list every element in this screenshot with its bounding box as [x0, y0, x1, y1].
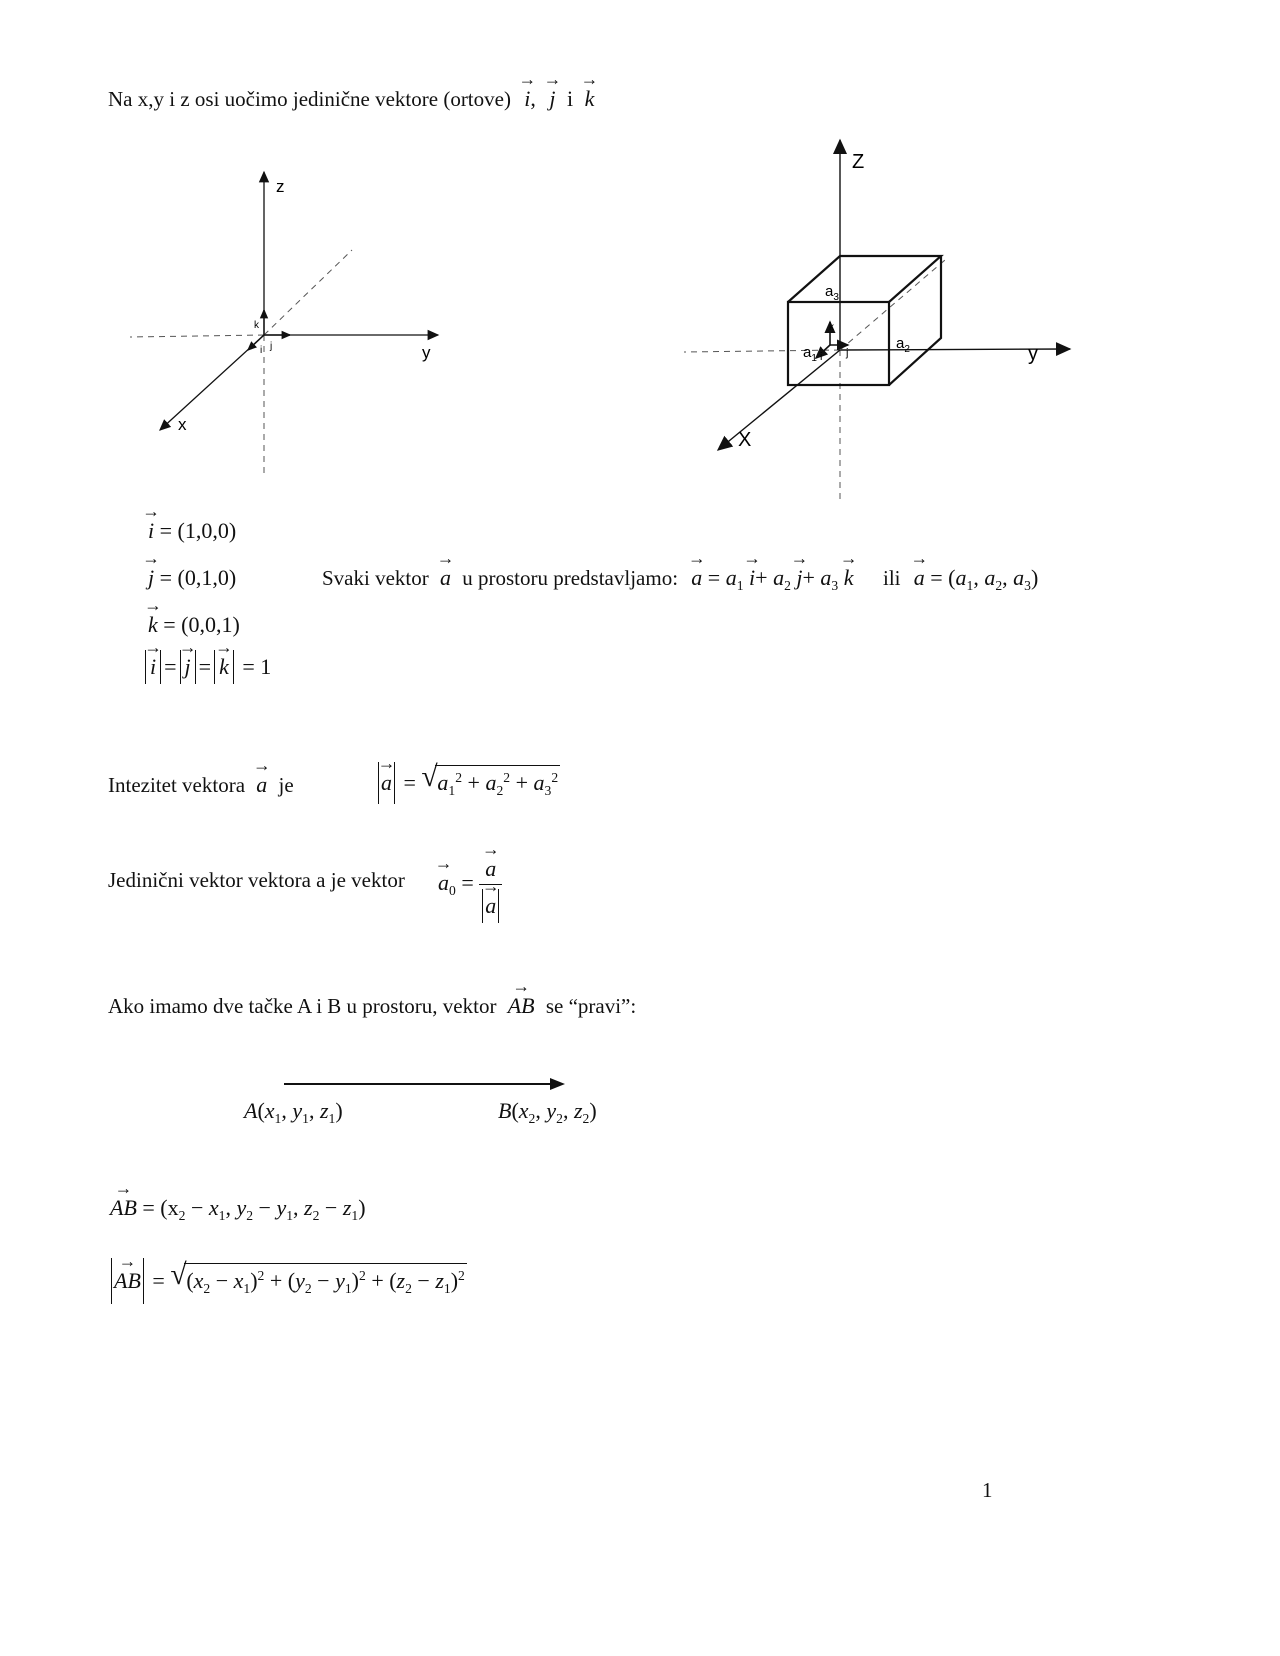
ab-vector: → AB [508, 993, 535, 1019]
k-value: = (0,0,1) [157, 612, 240, 637]
z-label: Z [852, 151, 865, 173]
j-coordinates: → j = (0,1,0) [148, 565, 236, 591]
x-axis-negative [840, 260, 945, 350]
intro-line [108, 86, 594, 112]
ab-norm-formula: → AB = √ $(x_2 - x_1)^2 + (y_2 - y_1)^2 + (z_2 - z_1)^2$ [108, 1258, 467, 1304]
intensity-text-b: je [278, 773, 294, 797]
a3-label: $a_3$ [825, 283, 839, 303]
point-a-letter: A [244, 1098, 258, 1123]
y-label: y [422, 343, 431, 362]
a0-symbol: → a [438, 870, 449, 896]
y-axis-negative [684, 350, 840, 352]
unit-vector-text: Jedinični vektor vektora a je vektor [108, 868, 405, 892]
conjunction: i [566, 86, 574, 111]
rectangular-box [788, 256, 941, 385]
y-label: y [1028, 343, 1038, 365]
ab-def-start: = (x [136, 1195, 179, 1220]
x-axis [718, 350, 840, 450]
two-points-line [108, 993, 636, 1019]
ab-definition: → AB = ($x_2 - x_1$, $y_2 - y_1$, $z_2 - z_1$) [110, 1195, 366, 1224]
a0-subscript: 0 [449, 882, 456, 898]
i-label: i [260, 345, 263, 356]
point-a: $A(x_1$, $y_1$, $z_1$) [244, 1098, 343, 1126]
j-label: j [270, 341, 273, 352]
intensity-line: Intezitet vektora → a je [108, 772, 294, 798]
ab-norm-vector: → AB [114, 1270, 141, 1292]
x-label: X [738, 429, 752, 451]
i-value: = (1,0,0) [154, 518, 237, 543]
unit-vector-line [108, 868, 405, 893]
vector-k: → k [585, 86, 595, 112]
representation-text-a: Svaki vektor [322, 566, 429, 590]
intro-text: Na x,y i z osi uočimo jedinične vektore (ortove) [108, 87, 511, 111]
intensity-text-a: Intezitet vektora [108, 773, 246, 797]
two-points-text-b: se “pravi”: [545, 994, 637, 1018]
point-b-letter: B [498, 1098, 512, 1123]
representation-text-b: u prostoru predstavljamo: [462, 566, 679, 590]
vector-j: → j [549, 86, 555, 112]
representation-line: Svaki vektor → a u prostoru predstavljamo: → $a = a_1 \to i+ a_2 \to j+ a_3 \to k$ ili → $a = (a_1$, $a_2$, $a_3$) [322, 565, 1038, 594]
a2-label: $a_2$ [896, 335, 910, 355]
k-coordinates: → k = (0,0,1) [148, 612, 240, 638]
i-coordinates: → i = (1,0,0) [148, 518, 236, 544]
or-word: ili [883, 566, 901, 590]
x-label: x [178, 415, 187, 434]
a1-label: $a_1$ [803, 344, 817, 364]
j-value: = (0,1,0) [154, 565, 237, 590]
k-label: k [829, 322, 834, 333]
unit-vector-i [816, 345, 830, 358]
k-label: k [254, 320, 259, 331]
vector-i: → i [524, 86, 530, 112]
unit-vector-formula: → $a_0$ = → a → a [438, 846, 502, 923]
y-axis-negative [130, 335, 264, 337]
ab-arrow [280, 1074, 570, 1094]
page-number: 1 [982, 1478, 993, 1502]
point-b: $B(x_2$, $y_2$, $z_2$) [498, 1098, 597, 1126]
comma: , [530, 86, 536, 111]
z-label: z [276, 177, 285, 196]
norm-equals: = 1 [242, 654, 272, 679]
unit-norms: → i =→ j =→ k = 1 [142, 650, 271, 684]
x-axis-negative [264, 250, 352, 335]
intensity-formula: → a = √ $a_1^2 + a_2^2 + a_3^2$ [375, 762, 560, 804]
i-label: i [820, 351, 823, 363]
two-points-text-a: Ako imamo dve tačke A i B u prostoru, vektor [108, 994, 497, 1018]
box-coordinate-figure [680, 130, 1090, 520]
coordinate-system-figure [120, 160, 460, 490]
j-label: j [846, 347, 849, 359]
